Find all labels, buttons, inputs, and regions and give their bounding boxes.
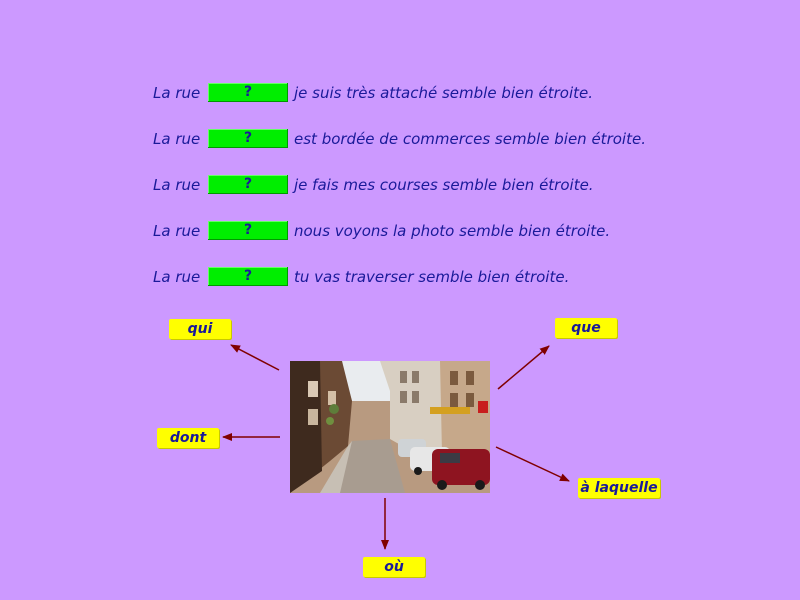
option-ou[interactable]: où — [363, 557, 425, 577]
arrow-to-qui — [231, 345, 279, 370]
sentence-rest: nous voyons la photo semble bien étroite. — [294, 222, 611, 240]
arrow-to-que — [498, 346, 549, 389]
sentence-lead: La rue — [153, 268, 201, 286]
sentence-rest: tu vas traverser semble bien étroite. — [294, 268, 570, 286]
sentence-lead: La rue — [153, 176, 201, 194]
option-que[interactable]: que — [555, 318, 617, 338]
sentence-lead: La rue — [153, 130, 201, 148]
answer-blank-2[interactable]: ? — [208, 129, 288, 148]
arrow-to-a-laquelle — [496, 447, 569, 481]
option-a-laquelle[interactable]: à laquelle — [578, 478, 660, 498]
answer-blank-1[interactable]: ? — [208, 83, 288, 102]
sentence-rest: est bordée de commerces semble bien étroite. — [294, 130, 646, 148]
street-photo — [290, 361, 490, 493]
answer-blank-5[interactable]: ? — [208, 267, 288, 286]
answer-blank-4[interactable]: ? — [208, 221, 288, 240]
sentence-lead: La rue — [153, 222, 201, 240]
sentence-rest: je suis très attaché semble bien étroite. — [294, 84, 594, 102]
option-dont[interactable]: dont — [157, 428, 219, 448]
answer-blank-3[interactable]: ? — [208, 175, 288, 194]
sentence-lead: La rue — [153, 84, 201, 102]
sentence-rest: je fais mes courses semble bien étroite. — [294, 176, 594, 194]
option-qui[interactable]: qui — [169, 319, 231, 339]
